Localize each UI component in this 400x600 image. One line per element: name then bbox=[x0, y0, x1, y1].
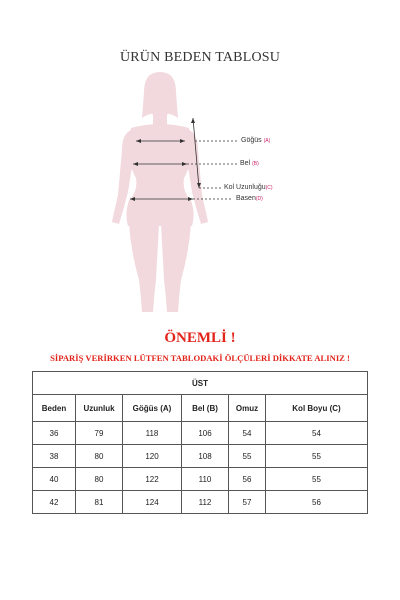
table-row bbox=[33, 468, 368, 491]
chest-label-text: Göğüs bbox=[241, 137, 262, 144]
table-cell: 55 bbox=[266, 468, 368, 491]
table-cell: 80 bbox=[76, 468, 123, 491]
size-table bbox=[32, 371, 368, 514]
warning-text: SİPARİŞ VERİRKEN LÜTFEN TABLODAKİ ÖLÇÜLERİ DİKKATE ALINIZ ! bbox=[50, 353, 350, 363]
table-row bbox=[33, 422, 368, 445]
table-cell: 79 bbox=[76, 422, 123, 445]
hip-label bbox=[236, 195, 263, 202]
table-row bbox=[33, 445, 368, 468]
table-cell: 108 bbox=[182, 445, 229, 468]
arm-length-label bbox=[224, 184, 273, 191]
body-silhouette bbox=[112, 72, 208, 312]
table-cell: 56 bbox=[229, 468, 266, 491]
table-title-row bbox=[33, 372, 368, 395]
table-cell: 112 bbox=[182, 491, 229, 514]
waist-label-text: Bel bbox=[240, 160, 251, 167]
chest-label bbox=[241, 137, 270, 144]
table-cell: 122 bbox=[123, 468, 182, 491]
arm-length-label-code: (C) bbox=[265, 185, 273, 191]
table-cell: 81 bbox=[76, 491, 123, 514]
table-cell: 55 bbox=[229, 445, 266, 468]
table-cell: 36 bbox=[33, 422, 76, 445]
table-cell: 56 bbox=[266, 491, 368, 514]
waist-label-code: (B) bbox=[252, 161, 259, 167]
table-row bbox=[33, 491, 368, 514]
waist-label bbox=[240, 160, 259, 167]
header-bel: Bel (B) bbox=[182, 395, 229, 422]
arm-length-label-text: Kol Uzunluğu bbox=[224, 184, 266, 191]
hip-label-code: (D) bbox=[255, 196, 263, 202]
header-uzunluk: Uzunluk bbox=[76, 395, 123, 422]
table-cell: 38 bbox=[33, 445, 76, 468]
page-title: ÜRÜN BEDEN TABLOSU bbox=[119, 50, 281, 65]
header-beden: Beden bbox=[33, 395, 76, 422]
table-cell: 124 bbox=[123, 491, 182, 514]
table-cell: 55 bbox=[266, 445, 368, 468]
header-omuz: Omuz bbox=[229, 395, 266, 422]
table-cell: 42 bbox=[33, 491, 76, 514]
table-cell: 118 bbox=[123, 422, 182, 445]
chest-label-code: (A) bbox=[263, 138, 271, 144]
table-title: ÜST bbox=[33, 372, 368, 395]
table-cell: 40 bbox=[33, 468, 76, 491]
table-cell: 106 bbox=[182, 422, 229, 445]
table-cell: 110 bbox=[182, 468, 229, 491]
table-cell: 57 bbox=[229, 491, 266, 514]
important-heading: ÖNEMLİ ! bbox=[164, 330, 236, 346]
hip-label-text: Basen bbox=[236, 195, 256, 202]
table-header-row bbox=[33, 395, 368, 422]
table-cell: 54 bbox=[266, 422, 368, 445]
table-cell: 54 bbox=[229, 422, 266, 445]
header-kol-boyu: Kol Boyu (C) bbox=[266, 395, 368, 422]
table-cell: 120 bbox=[123, 445, 182, 468]
table-cell: 80 bbox=[76, 445, 123, 468]
header-gogus: Göğüs (A) bbox=[123, 395, 182, 422]
